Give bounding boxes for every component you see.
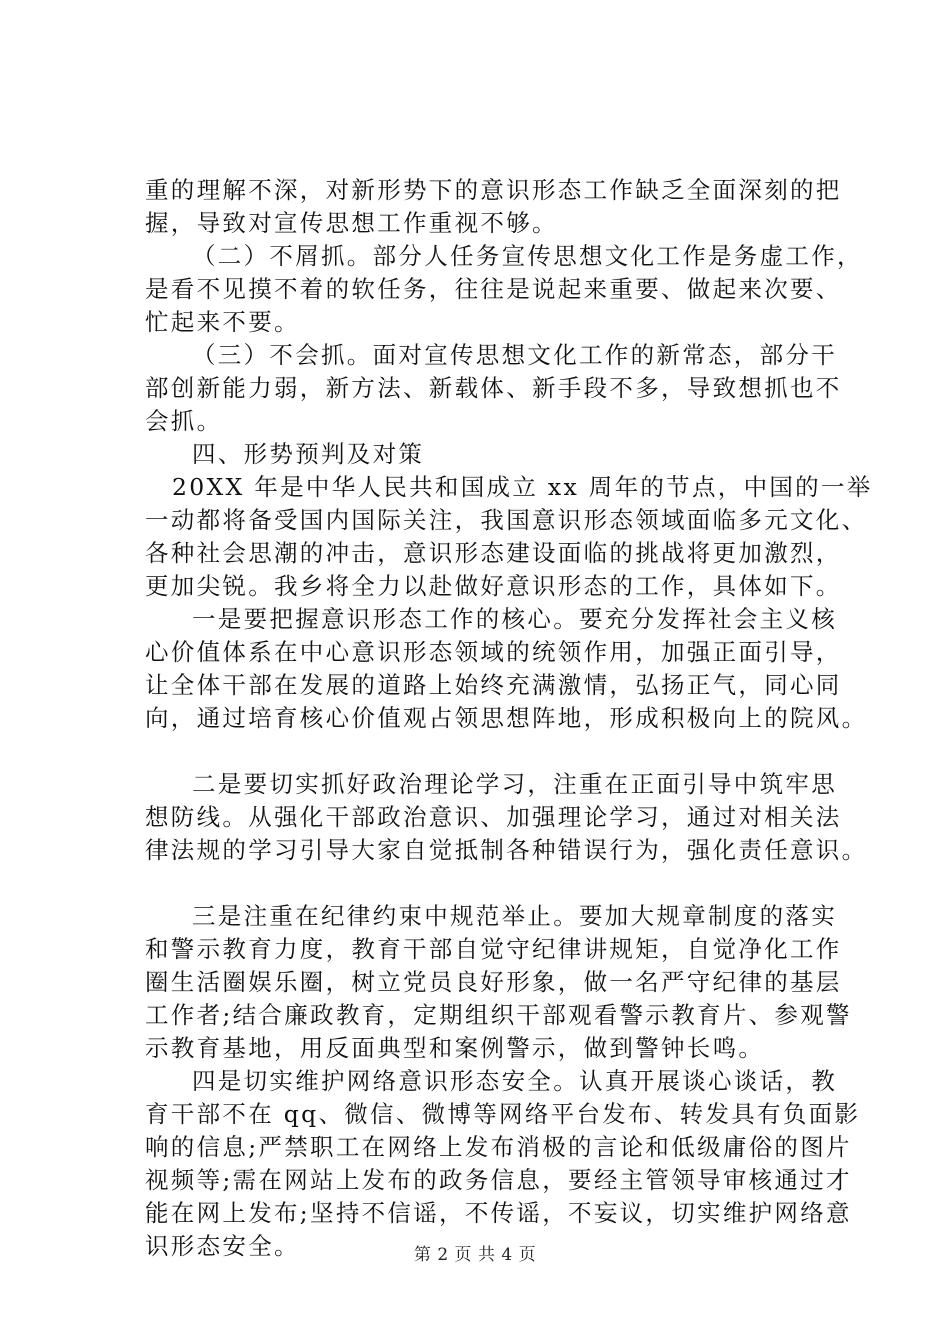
text-line: 一是要把握意识形态工作的核心。要充分发挥社会主义核 [192, 605, 837, 633]
text-line: 能在网上发布;坚持不信谣，不传谣，不妄议，切实维护网络意 [145, 1199, 852, 1227]
text-line: 示教育基地，用反面典型和案例警示，做到警钟长鸣。 [145, 1034, 765, 1062]
text-line: 20XX 年是中华人民共和国成立 xx 周年的节点，中国的一举 [172, 473, 873, 501]
paragraph-gap [145, 867, 825, 900]
text-line: （三）不会抓。面对宣传思想文化工作的新常态，部分干 [192, 341, 837, 369]
text-line: 部创新能力弱，新方法、新载体、新手段不多，导致想抓也不 [145, 374, 842, 402]
text-line: 响的信息;严禁职工在网络上发布消极的言论和低级庸俗的图片 [145, 1133, 852, 1161]
text-line: 和警示教育力度，教育干部自觉守纪律讲规矩，自觉净化工作 [145, 935, 842, 963]
text-line: 二是要切实抓好政治理论学习，注重在正面引导中筑牢思 [192, 770, 837, 798]
text-line: 律法规的学习引导大家自觉抵制各种错误行为，强化责任意识。 [145, 836, 868, 864]
text-line: 重的理解不深，对新形势下的意识形态工作缺乏全面深刻的把 [145, 176, 842, 204]
text-line: 育干部不在 qq、微信、微博等网络平台发布、转发具有负面影 [145, 1100, 861, 1128]
text-line: 想防线。从强化干部政治意识、加强理论学习，通过对相关法 [145, 803, 842, 831]
text-line: 工作者;结合廉政教育，定期组织干部观看警示教育片、参观警 [145, 1001, 852, 1029]
text-line: 视频等;需在网站上发布的政务信息，要经主管领导审核通过才 [145, 1166, 852, 1194]
text-line: 四是切实维护网络意识形态安全。认真开展谈心谈话，教 [192, 1067, 837, 1095]
page-number: 第 2 页 共 4 页 [413, 1245, 537, 1265]
text-line: 是看不见摸不着的软任务，往往是说起来重要、做起来次要、 [145, 275, 842, 303]
text-line: （二）不屑抓。部分人任务宣传思想文化工作是务虚工作， [192, 242, 863, 270]
text-line: 识形态安全。 [145, 1232, 300, 1260]
document-body [145, 174, 873, 1263]
text-line: 向，通过培育核心价值观占领思想阵地，形成积极向上的院风。 [145, 704, 868, 732]
text-line: 忙起来不要。 [145, 308, 300, 336]
text-line: 握，导致对宣传思想工作重视不够。 [145, 209, 558, 237]
text-line: 各种社会思潮的冲击，意识形态建设面临的挑战将更加激烈， [145, 539, 842, 567]
text-line: 三是注重在纪律约束中规范举止。要加大规章制度的落实 [192, 902, 837, 930]
text-line: 圈生活圈娱乐圈，树立党员良好形象，做一名严守纪律的基层 [145, 968, 842, 996]
text-line: 让全体干部在发展的道路上始终充满激情，弘扬正气，同心同 [145, 671, 842, 699]
text-line: 心价值体系在中心意识形态领域的统领作用，加强正面引导， [145, 638, 842, 666]
text-line: 会抓。 [145, 407, 223, 435]
paragraph-gap [145, 735, 825, 768]
text-line: 一动都将备受国内国际关注，我国意识形态领域面临多元文化、 [145, 506, 868, 534]
section-heading: 四、形势预判及对策 [192, 440, 425, 468]
text-line: 更加尖锐。我乡将全力以赴做好意识形态的工作，具体如下。 [145, 572, 842, 600]
